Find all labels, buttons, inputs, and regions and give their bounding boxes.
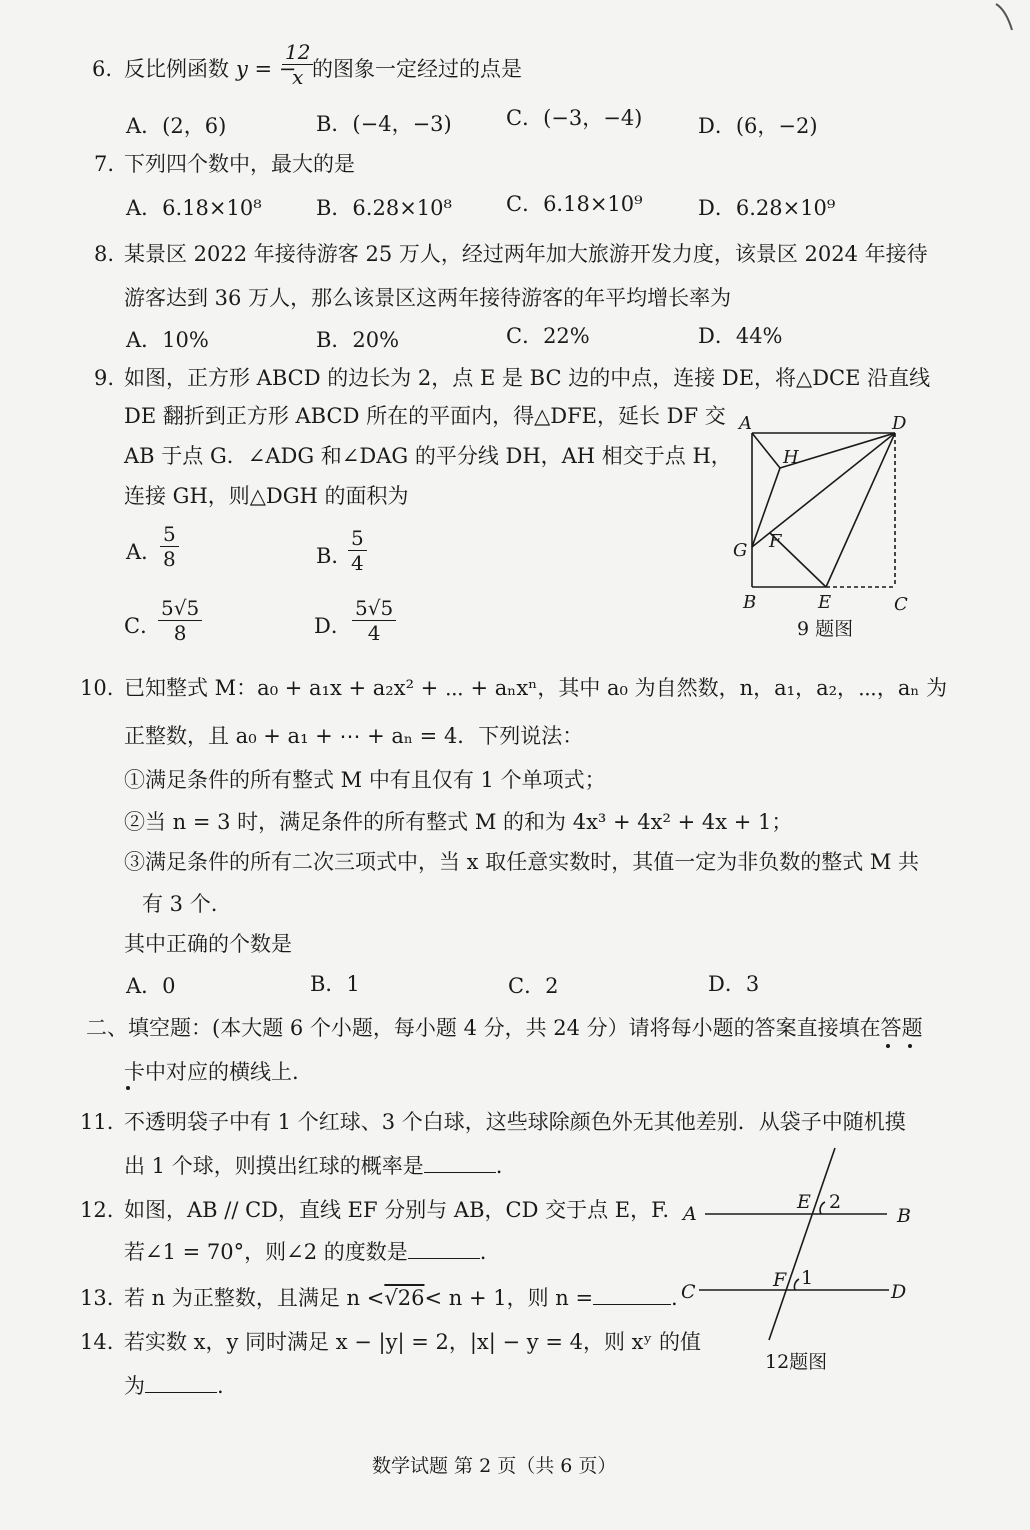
section2-heading-line2: 卡中对应的横线上. [124,1060,299,1084]
q6-option-a: A．(2，6) [126,114,227,138]
q14-line2 [124,1372,224,1400]
q14-line1: 若实数 x，y 同时满足 x − |y| = 2，|x| − y = 4，则 xʸ 的值 [124,1330,702,1354]
q14-line2-end: . [217,1374,224,1398]
q6-frac-den: x [292,65,304,89]
q13-end: . [671,1286,678,1310]
q10-question: 其中正确的个数是 [124,932,292,956]
q9-figure-caption: 9 题图 [797,618,854,640]
q11-line2 [124,1152,502,1180]
q10-option-c: C．2 [508,974,559,998]
q9-option-c-label: C． [124,614,162,638]
q10-option-a: A．0 [126,974,176,998]
q6-option-c: C．(−3，−4) [506,106,643,130]
q9-line-ah [752,433,780,468]
q9-option-c-fraction [158,596,202,645]
q9-number: 9. [94,366,115,390]
q12-label-angle-2: 2 [829,1191,842,1213]
q7-option-b: B．6.28×10⁸ [316,196,452,220]
q9-b-num: 5 [348,526,367,551]
q12-label-b: B [897,1205,911,1227]
q9-option-a-fraction [160,522,179,571]
emphasis-dot [126,1086,130,1090]
q10-statement-2: ②当 n = 3 时，满足条件的所有整式 M 的和为 4x³ + 4x² + 4x + 1； [124,810,793,834]
q9-c-num: 5√5 [158,596,202,621]
q8-option-b: B．20% [316,328,400,352]
q8-option-d: D．44% [698,324,783,348]
q9-line4: 连接 GH，则△DGH 的面积为 [124,484,409,508]
q6-fraction [282,40,313,89]
q8-line2: 游客达到 36 万人，那么该景区这两年接待游客的年平均增长率为 [124,286,732,310]
q6-frac-num: 12 [282,40,313,65]
q7-option-a: A．6.18×10⁸ [126,196,262,220]
q11-line2-text: 出 1 个球，则摸出红球的概率是 [124,1154,424,1178]
q10-statement-3a: ③满足条件的所有二次三项式中，当 x 取任意实数时，其值一定为非负数的整式 M 共 [124,850,920,874]
q9-line1: 如图，正方形 ABCD 的边长为 2，点 E 是 BC 边的中点，连接 DE，将△DCE 沿直线 [124,366,931,390]
q9-label-g: G [733,540,748,561]
q8-number: 8. [94,242,115,266]
q10-statement-1: ①满足条件的所有整式 M 中有且仅有 1 个单项式； [124,768,606,792]
q9-line2: DE 翻折到正方形 ABCD 所在的平面内，得△DFE，延长 DF 交 [124,404,726,428]
q6-text-post: 的图象一定经过的点是 [312,57,522,81]
q6-equation: y = − [236,57,297,81]
q9-label-b: B [743,592,757,613]
q12-label-f: F [773,1269,787,1291]
q9-option-d-fraction [352,596,396,645]
q10-line1: 已知整式 M：a₀ + a₁x + a₂x² + ⋯ + aₙxⁿ，其中 a₀ 为自然数，n，a₁，a₂，⋯，aₙ 为 [124,676,948,700]
q10-option-b: B．1 [310,972,360,996]
q13-number: 13. [80,1286,114,1310]
q10-option-d: D．3 [708,972,760,996]
q9-label-e: E [818,592,832,613]
q9-label-h: H [783,447,799,468]
q9-option-b-fraction [348,526,367,575]
q9-a-num: 5 [160,522,179,547]
q9-label-d: D [892,413,907,434]
q14-line2-text: 为 [124,1374,145,1398]
q9-label-a: A [739,413,752,434]
section2-heading-line1: 二、填空题：(本大题 6 个小题，每小题 4 分，共 24 分）请将每小题的答案直接填在答题 [86,1016,923,1040]
q10-number: 10. [80,676,114,700]
q9-option-b-label: B． [316,544,353,568]
q9-a-den: 8 [163,547,176,571]
q10-statement-3b: 有 3 个. [142,892,218,916]
q12-number: 12. [80,1198,114,1222]
q9-c-den: 8 [173,621,187,645]
q7-option-c: C．6.18×10⁹ [506,192,643,216]
q9-option-a-label: A． [126,540,163,564]
q8-option-a: A．10% [126,328,209,352]
q9-label-f: F [769,531,782,552]
q7-option-d: D．6.28×10⁹ [698,196,836,220]
q12-label-e: E [797,1191,811,1213]
q6-option-b: B．(−4，−3) [316,112,452,136]
q9-option-d-label: D． [314,614,352,638]
q12-angle-2-arc [820,1202,825,1214]
q8-option-c: C．22% [506,324,590,348]
q13-answer-blank[interactable] [593,1284,671,1305]
q12-label-d: D [891,1281,907,1303]
q13-line [124,1284,678,1312]
q11-answer-blank[interactable] [424,1152,496,1173]
q9-line-ed [826,433,895,587]
q12-line1: 如图，AB // CD，直线 EF 分别与 AB，CD 交于点 E，F. [124,1198,670,1222]
q12-line2-text: 若∠1 = 70°，则∠2 的度数是 [124,1240,408,1264]
q9-line3: AB 于点 G．∠ADG 和∠DAG 的平分线 DH，AH 相交于点 H， [124,444,732,468]
q9-b-den: 4 [351,551,364,575]
q8-line1: 某景区 2022 年接待游客 25 万人，经过两年加大旅游开发力度，该景区 2024 年接待 [124,242,928,266]
q12-line2 [124,1238,486,1266]
q12-figure [675,1140,925,1380]
q13-text-post: < n + 1，则 n = [424,1286,594,1310]
q6-text-pre: 反比例函数 [124,57,229,81]
corner-mark [992,0,1016,36]
q12-label-c: C [681,1281,696,1303]
q11-line1: 不透明袋子中有 1 个红球、3 个白球，这些球除颜色外无其他差别．从袋子中随机摸 [124,1110,906,1134]
q12-figure-caption: 12题图 [765,1351,828,1373]
q6-option-d: D．(6，−2) [698,114,818,138]
q9-d-den: 4 [367,621,381,645]
q9-label-c: C [894,594,908,615]
q9-figure [725,405,925,645]
q12-line2-end: . [479,1240,487,1264]
q9-d-num: 5√5 [352,596,396,621]
q11-number: 11. [80,1110,114,1134]
q12-line-ef [769,1148,835,1340]
q14-answer-blank[interactable] [145,1372,217,1393]
q7-text: 下列四个数中，最大的是 [124,152,355,176]
q13-text-pre: 若 n 为正整数，且满足 n < [124,1286,385,1310]
q10-line2: 正整数，且 a₀ + a₁ + ⋯ + aₙ = 4．下列说法： [124,724,584,748]
q11-line2-end: . [495,1154,503,1178]
q13-sqrt: √26 [384,1286,425,1310]
q12-label-angle-1: 1 [801,1267,814,1289]
emphasis-dot [886,1044,890,1048]
q6-number: 6. [92,57,113,81]
emphasis-dot [908,1044,912,1048]
q9-line-gd [752,433,895,547]
page-footer: 数学试题 第 2 页（共 6 页） [372,1455,617,1477]
q12-angle-1-arc [794,1279,799,1290]
q12-answer-blank[interactable] [408,1238,480,1259]
q14-number: 14. [80,1330,114,1354]
q12-label-a: A [683,1203,697,1225]
q7-number: 7. [94,152,115,176]
